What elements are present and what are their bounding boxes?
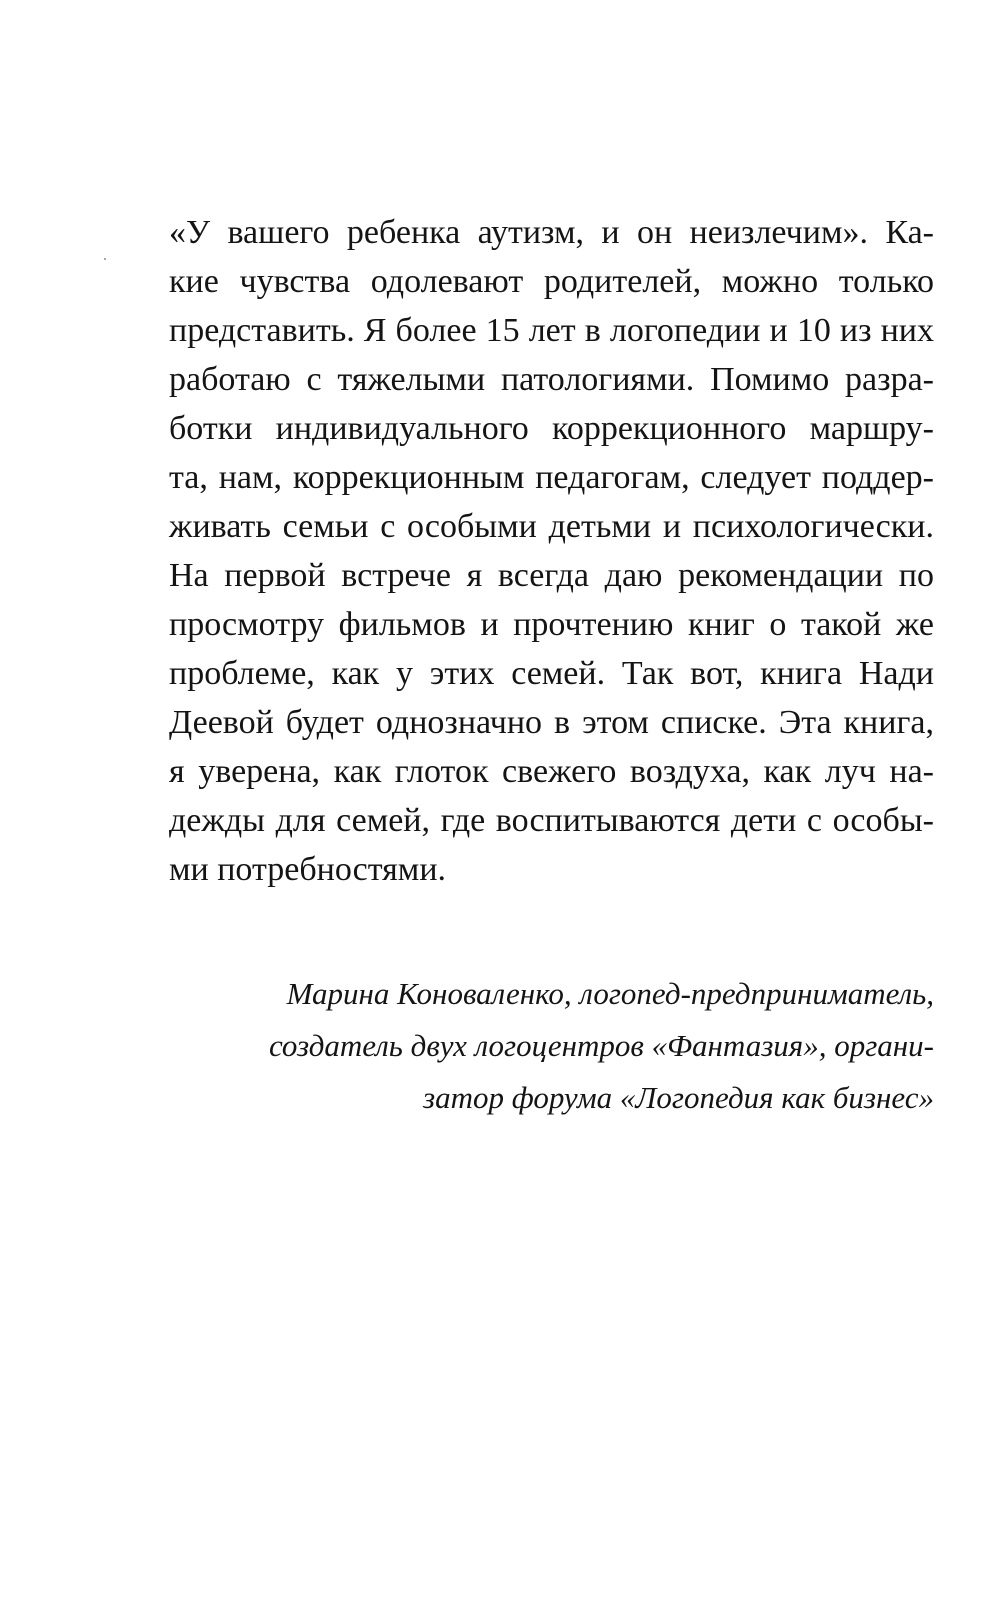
review-line: дежды для семей, где воспитываются дети с особы- (169, 802, 934, 839)
review-line: та, нам, коррекционным педагогам, следует поддер- (169, 459, 934, 496)
review-line: проблеме, как у этих семей. Так вот, книга Нади (169, 655, 934, 692)
review-line: просмотру фильмов и прочтению книг о такой же (169, 606, 934, 643)
review-line: Деевой будет однозначно в этом списке. Эта книга, (169, 704, 934, 741)
review-line: На первой встрече я всегда даю рекомендации по (169, 557, 934, 594)
review-line: живать семьи с особыми детьми и психологически. (169, 508, 934, 545)
review-line: «У вашего ребенка аутизм, и он неизлечим». Ка- (169, 214, 934, 251)
review-line: ботки индивидуального коррекционного маршру- (169, 410, 934, 447)
review-line: кие чувства одолевают родителей, можно только (169, 263, 934, 300)
review-paragraph (169, 208, 934, 894)
attribution-line: создатель двух логоцентров «Фантазия», органи- (268, 1028, 934, 1063)
review-line: представить. Я более 15 лет в логопедии и 10 из них (169, 312, 934, 349)
scan-speck (104, 258, 106, 260)
review-line: ми потребностями. (169, 851, 447, 888)
attribution-line: Марина Коноваленко, логопед-предприниматель, (286, 976, 934, 1011)
review-line: работаю с тяжелыми патологиями. Помимо разра- (169, 361, 934, 398)
attribution-line: затор форума «Логопедия как бизнес» (422, 1080, 934, 1115)
author-attribution (174, 968, 934, 1124)
review-line: я уверена, как глоток свежего воздуха, как луч на- (169, 753, 934, 790)
